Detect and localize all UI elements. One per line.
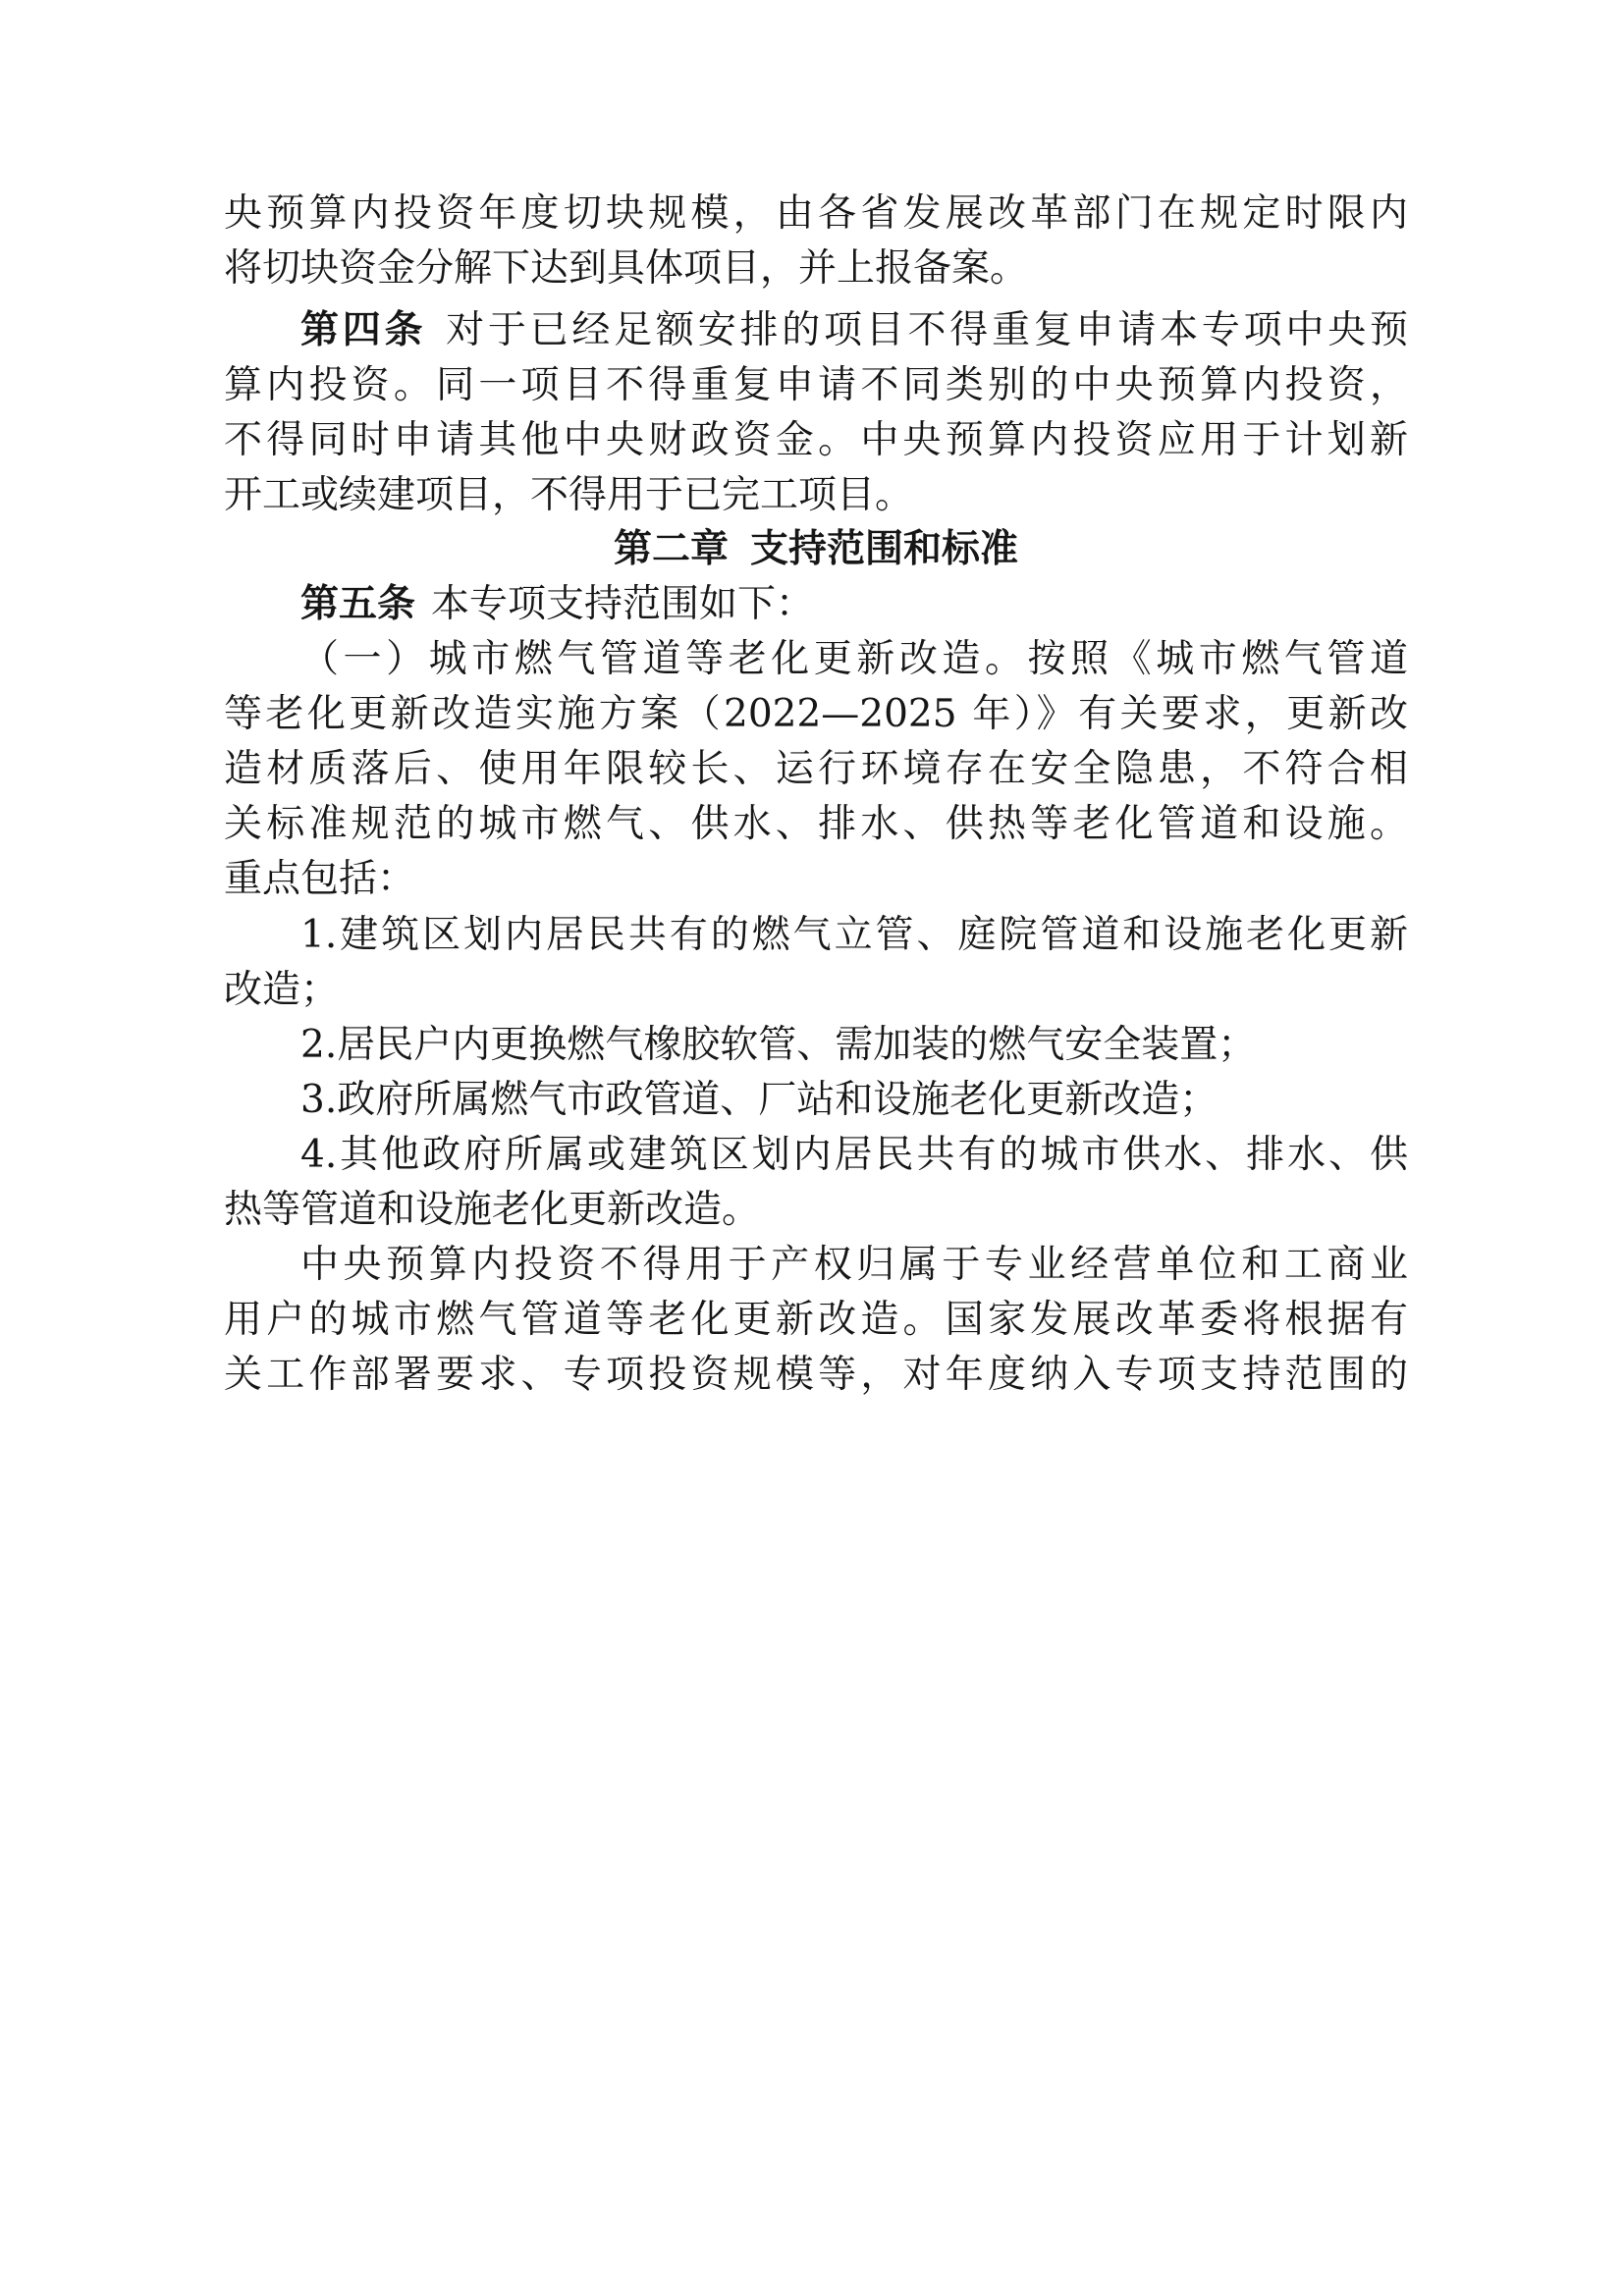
text-line: 本专项支持范围如下： (431, 582, 815, 626)
text-line: 等老化更新改造实施方案（2022—2025 年）》有关要求，更新改 (224, 692, 1408, 736)
text-line: 造材质落后、使用年限较长、运行环境存在安全隐患，不符合相 (224, 747, 1408, 791)
text-line: 1.建筑区划内居民共有的燃气立管、庭院管道和设施老化更新 (300, 913, 1408, 957)
text-line: 开工或续建项目，不得用于已完工项目。 (224, 473, 914, 517)
text-line: 用户的城市燃气管道等老化更新改造。国家发展改革委将根据有 (224, 1298, 1408, 1342)
text-line: 3.政府所属燃气市政管道、厂站和设施老化更新改造； (300, 1078, 1218, 1122)
text-line: 关标准规范的城市燃气、供水、排水、供热等老化管道和设施。 (224, 802, 1408, 846)
text-line: 算内投资。同一项目不得重复申请不同类别的中央预算内投资， (224, 363, 1408, 407)
chapter-title: 支持范围和标准 (750, 527, 1019, 571)
text-line: 央预算内投资年度切块规模，由各省发展改革部门在规定时限内 (224, 191, 1408, 236)
text-line: 改造； (224, 968, 340, 1012)
text-line: 重点包括： (224, 857, 416, 901)
text-line: 中央预算内投资不得用于产权归属于专业经营单位和工商业 (300, 1243, 1408, 1287)
article-5-label: 第五条 (300, 582, 416, 626)
text-line: 关工作部署要求、专项投资规模等，对年度纳入专项支持范围的 (224, 1353, 1408, 1397)
text-line: 4.其他政府所属或建筑区划内居民共有的城市供水、排水、供 (300, 1133, 1408, 1177)
text-line: （一）城市燃气管道等老化更新改造。按照《城市燃气管道 (300, 637, 1408, 681)
text-line: 对于已经足额安排的项目不得重复申请本专项中央预 (442, 308, 1408, 352)
text-line: 将切块资金分解下达到具体项目，并上报备案。 (224, 246, 1029, 291)
text-line: 2.居民户内更换燃气橡胶软管、需加装的燃气安全装置； (300, 1023, 1257, 1067)
chapter-number: 第二章 (613, 527, 729, 571)
article-4-label: 第四条 (300, 308, 427, 352)
text-line: 热等管道和设施老化更新改造。 (224, 1188, 761, 1232)
text-line: 不得同时申请其他中央财政资金。中央预算内投资应用于计划新 (224, 418, 1408, 462)
